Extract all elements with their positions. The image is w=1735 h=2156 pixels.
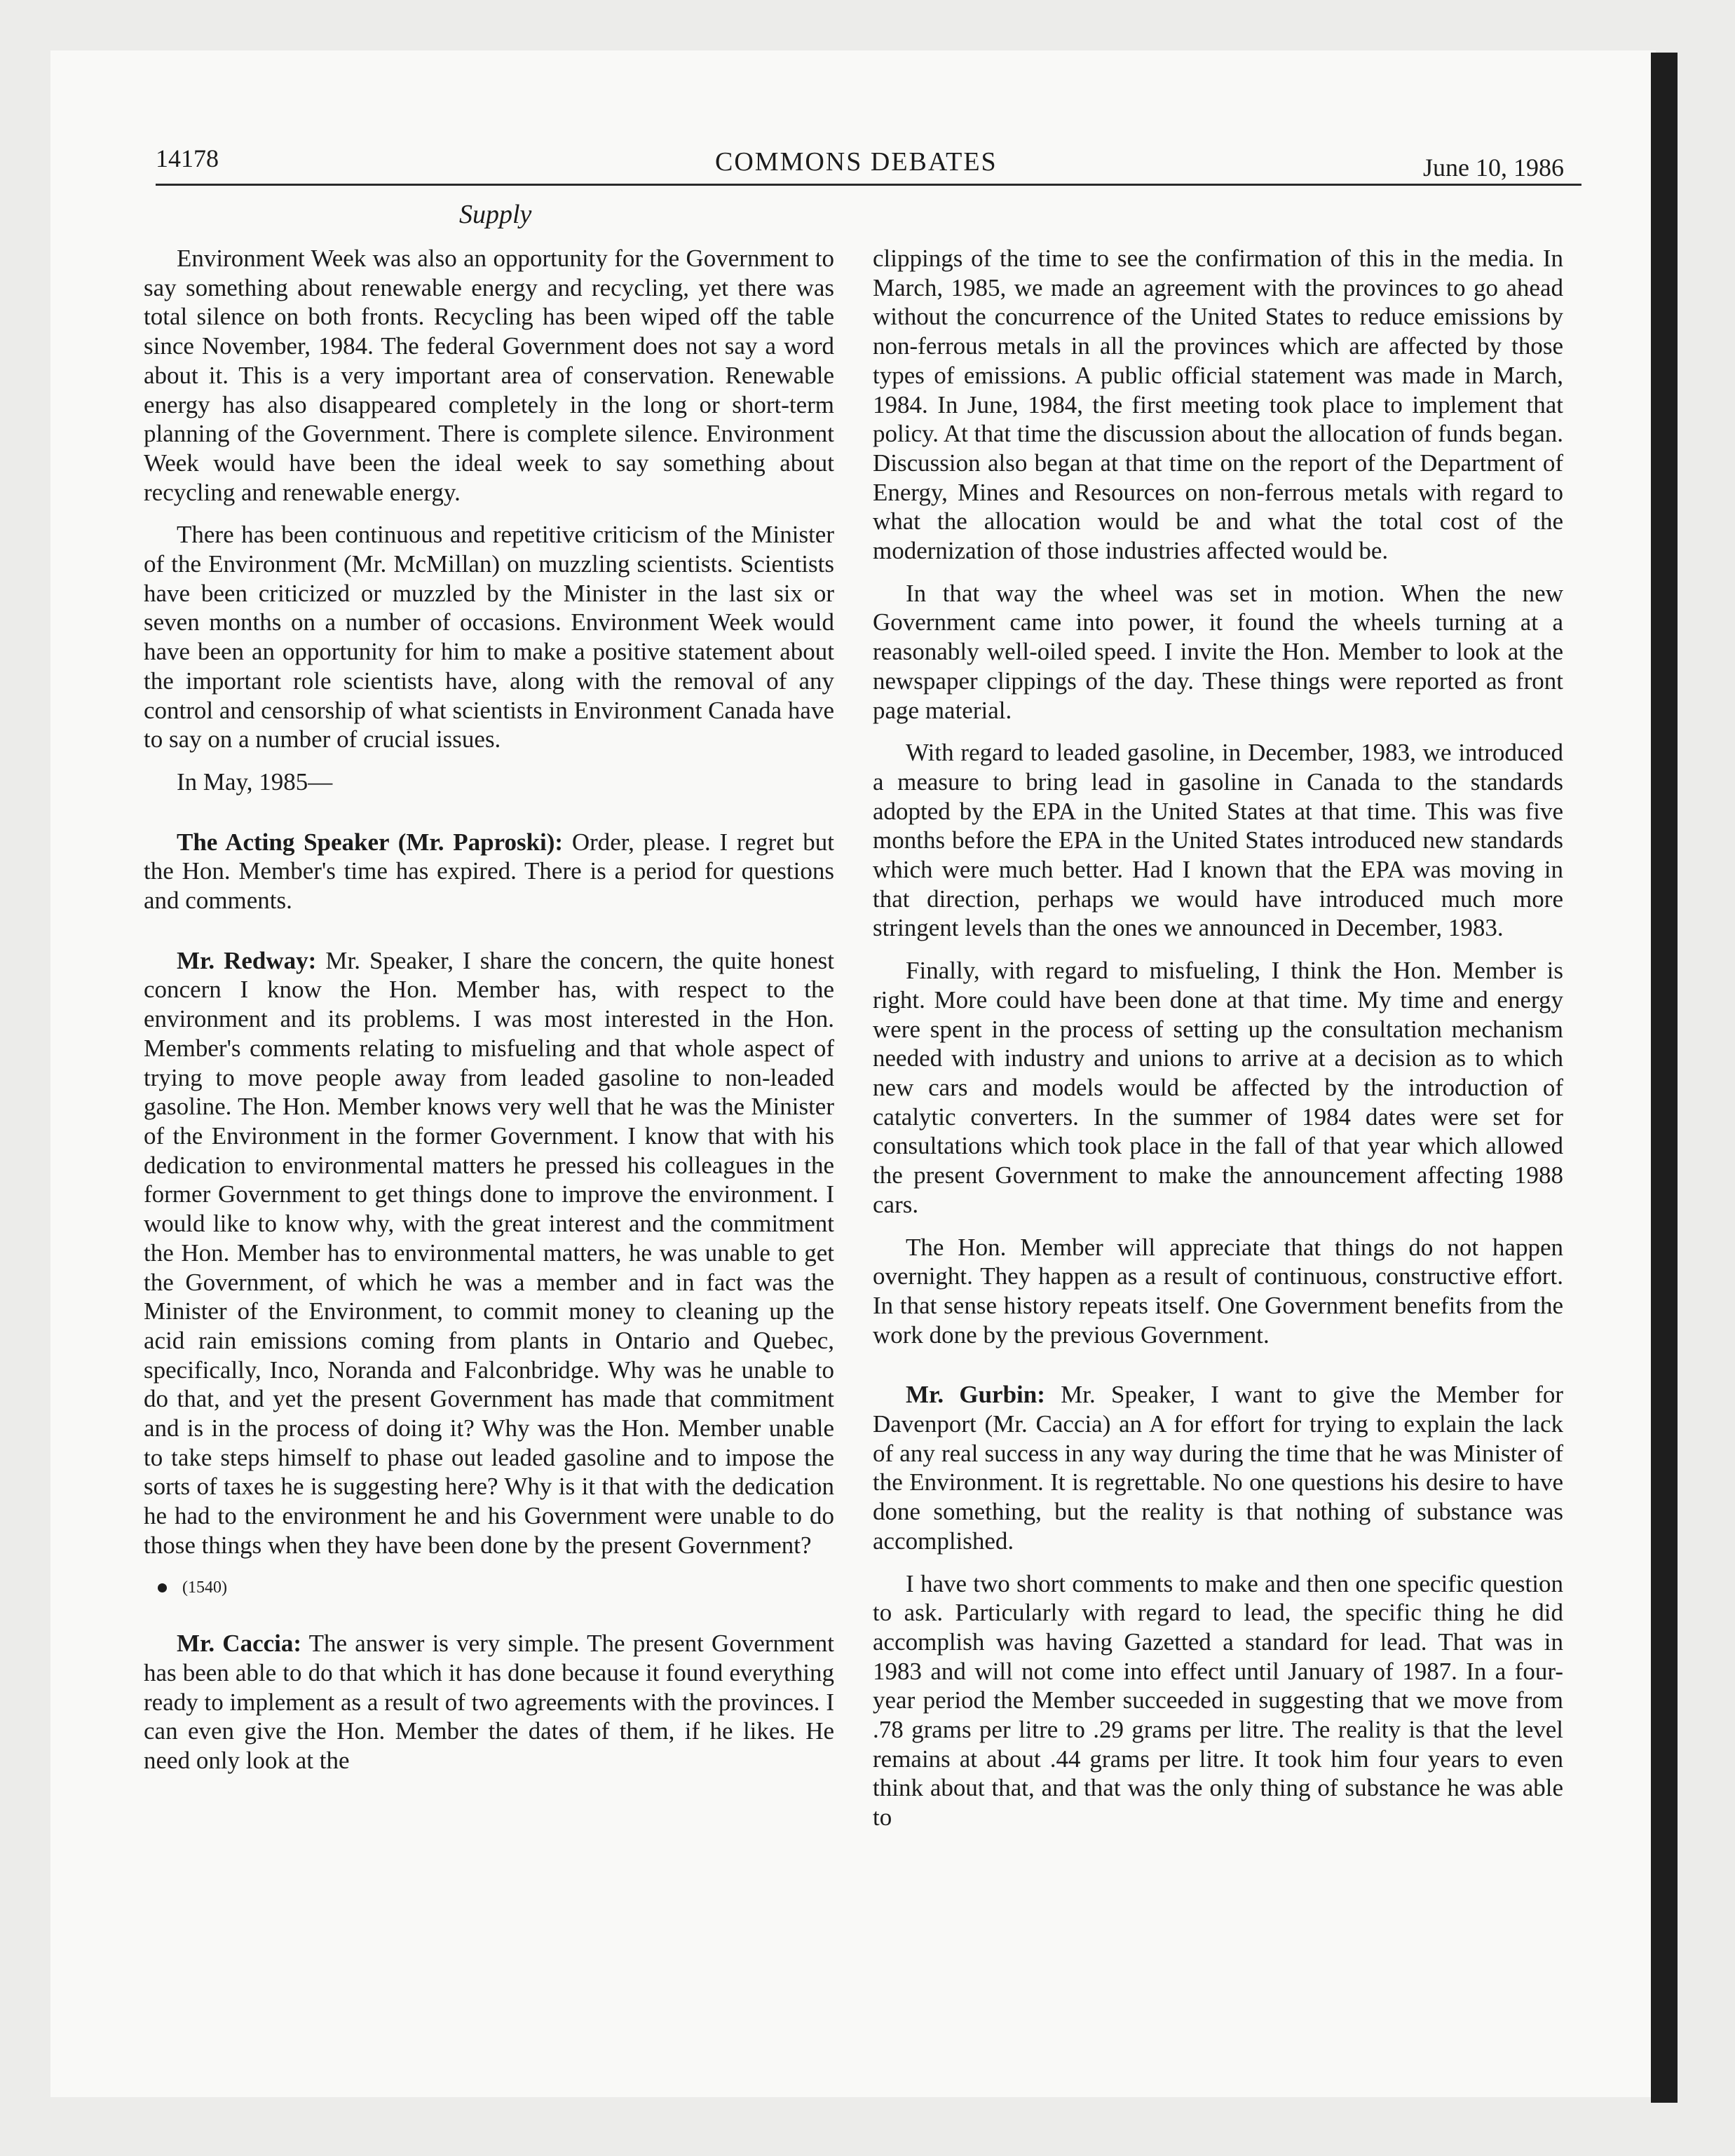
paragraph: I have two short comments to make and then one specific question to ask. Particularly with regard to lead, the specific thing he did accomplish was having Gazetted a standard for lead. That was in 1983 and will not come into effect until January of 1987. In a four-year period the Member succeeded in suggesting that we move from .78 grams per litre to .29 grams per litre. The reality is that the level remains at about .44 grams per litre. It took him four years to even think about that, and that was the only thing of substance he was able to [873, 1569, 1563, 1831]
paragraph: Environment Week was also an opportunity for the Government to say something about renewable energy and recycling, yet there was total silence on both fronts. Recycling has been wiped off the table since November, 1984. The federal Government does not say a word about it. This is a very important area of conservation. Renewable energy has also disappeared completely in the long or short-term planning of the Government. There is complete silence. Environment Week would have been the ideal week to say something about recycling and renewable energy. [144, 245, 834, 506]
paragraph [144, 828, 834, 915]
journal-title: COMMONS DEBATES [715, 147, 998, 177]
speech-text: Mr. Speaker, I share the concern, the quite honest concern I know the Hon. Member has, with respect to the environment and its problems. I was most interested in the Hon. Member's comments relating to misfueling and that whole aspect of trying to move people away from leaded gasoline to non-leaded gasoline. The Hon. Member knows very well that he was the Minister of the Environment in the former Government. I know that with his dedication to environmental matters he pressed his colleagues in the former Government to get things done to improve the environment. I would like to know why, with the great interest and the commitment the Hon. Member has to environmental matters, he was unable to get the Government, of which he was a member and in fact was the Minister of the Environment, to commit money to cleaning up the acid rain emissions coming from plants in Ontario and Quebec, specifically, Inco, Noranda and Falconbridge. Why was he unable to do that, and yet the present Government has made that commitment and is in the process of doing it? Why was the Hon. Member unable to take steps himself to phase out leaded gasoline and to impose the sorts of taxes he is suggesting here? Why is it that with the dedication he had to the environment he and his Government were unable to do those things when they have been done by the present Government? [144, 946, 834, 1559]
speech-text: Order, please. I regret but the Hon. Member's time has expired. There is a period for questions and comments. [144, 828, 835, 915]
section-title: Supply [459, 200, 532, 229]
timestamp-text: (1540) [182, 1578, 227, 1597]
page-number: 14178 [156, 144, 219, 172]
speaker-name: Mr. Caccia: [177, 1630, 302, 1658]
paragraph: The Hon. Member will appreciate that things do not happen overnight. They happen as a result of continuous, constructive effort. In that sense history repeats itself. One Government benefits from the work done by the previous Government. [873, 1233, 1563, 1349]
speaker-name: The Acting Speaker (Mr. Paproski): [177, 828, 564, 856]
paragraph [144, 1629, 834, 1775]
right-column [873, 244, 1563, 1845]
speech-text: The answer is very simple. The present Government has been able to do that which it has done because it found everything ready to implement as a result of two agreements with the provinces. I can even give the Hon. Member the dates of them, if he likes. He need only look at the [144, 1630, 834, 1775]
paragraph: In that way the wheel was set in motion. When the new Government came into power, it found the wheels turning at a reasonably well-oiled speed. I invite the Hon. Member to look at the newspaper clippings of the day. These things were reported as front page material. [873, 579, 1563, 724]
header-date: June 10, 1986 [1423, 153, 1564, 182]
paragraph: In May, 1985— [177, 767, 333, 796]
paragraph: Finally, with regard to misfueling, I think the Hon. Member is right. More could have been done at that time. My time and energy were spent in the process of setting up the consultation mechanism needed with industry and unions to arrive at a decision as to which new cars and models would be affected by the introduction of catalytic converters. In the summer of 1984 dates were set for consultations which took place in the fall of that year which allowed the present Government to make the announcement affecting 1988 cars. [873, 957, 1563, 1218]
bullet-icon [158, 1583, 167, 1592]
timestamp [158, 1574, 834, 1603]
paragraph [144, 946, 834, 1560]
header-rule [156, 184, 1581, 186]
paragraph: There has been continuous and repetitive criticism of the Minister of the Environment (Mr. McMillan) on muzzling scientists. Scientists have been criticized or muzzled by the Minister in the last six or seven months on a number of occasions. Environment Week would have been an opportunity for him to make a positive statement about the important role scientists have, along with the removal of any control and censorship of what scientists in Environment Canada have to say on a number of crucial issues. [144, 521, 834, 753]
paragraph: With regard to leaded gasoline, in December, 1983, we introduced a measure to bring lead in gasoline in Canada to the standards adopted by the EPA in the United States at that time. This was five months before the EPA in the United States introduced new standards which were much better. Had I known that the EPA was moving in that direction, perhaps we would have introduced much more stringent levels than the ones we announced in December, 1983. [873, 739, 1563, 942]
paragraph: clippings of the time to see the confirmation of this in the media. In March, 1985, we made an agreement with the provinces to go ahead without the concurrence of the United States to reduce emissions by non-ferrous metals in all the provinces which are affected by those types of emissions. A public official statement was made in March, 1984. In June, 1984, the first meeting took place to implement that policy. At that time the discussion about the allocation of funds began. Discussion also began at that time on the report of the Department of Energy, Mines and Resources on non-ferrous metals with regard to what the allocation would be and what the total cost of the modernization of those industries affected would be. [873, 245, 1563, 565]
left-column [144, 244, 834, 1789]
speaker-name: Mr. Redway: [177, 946, 317, 974]
paragraph [873, 1380, 1563, 1555]
speech-text: Mr. Speaker, I want to give the Member for Davenport (Mr. Caccia) an A for effort for trying to explain the lack of any real success in any way during the time that he was Minister of the Environment. It is regrettable. No one questions his desire to have done something, but the reality is that nothing of substance was accomplished. [873, 1381, 1564, 1555]
speaker-name: Mr. Gurbin: [906, 1381, 1045, 1409]
binding-edge [1651, 53, 1678, 2103]
